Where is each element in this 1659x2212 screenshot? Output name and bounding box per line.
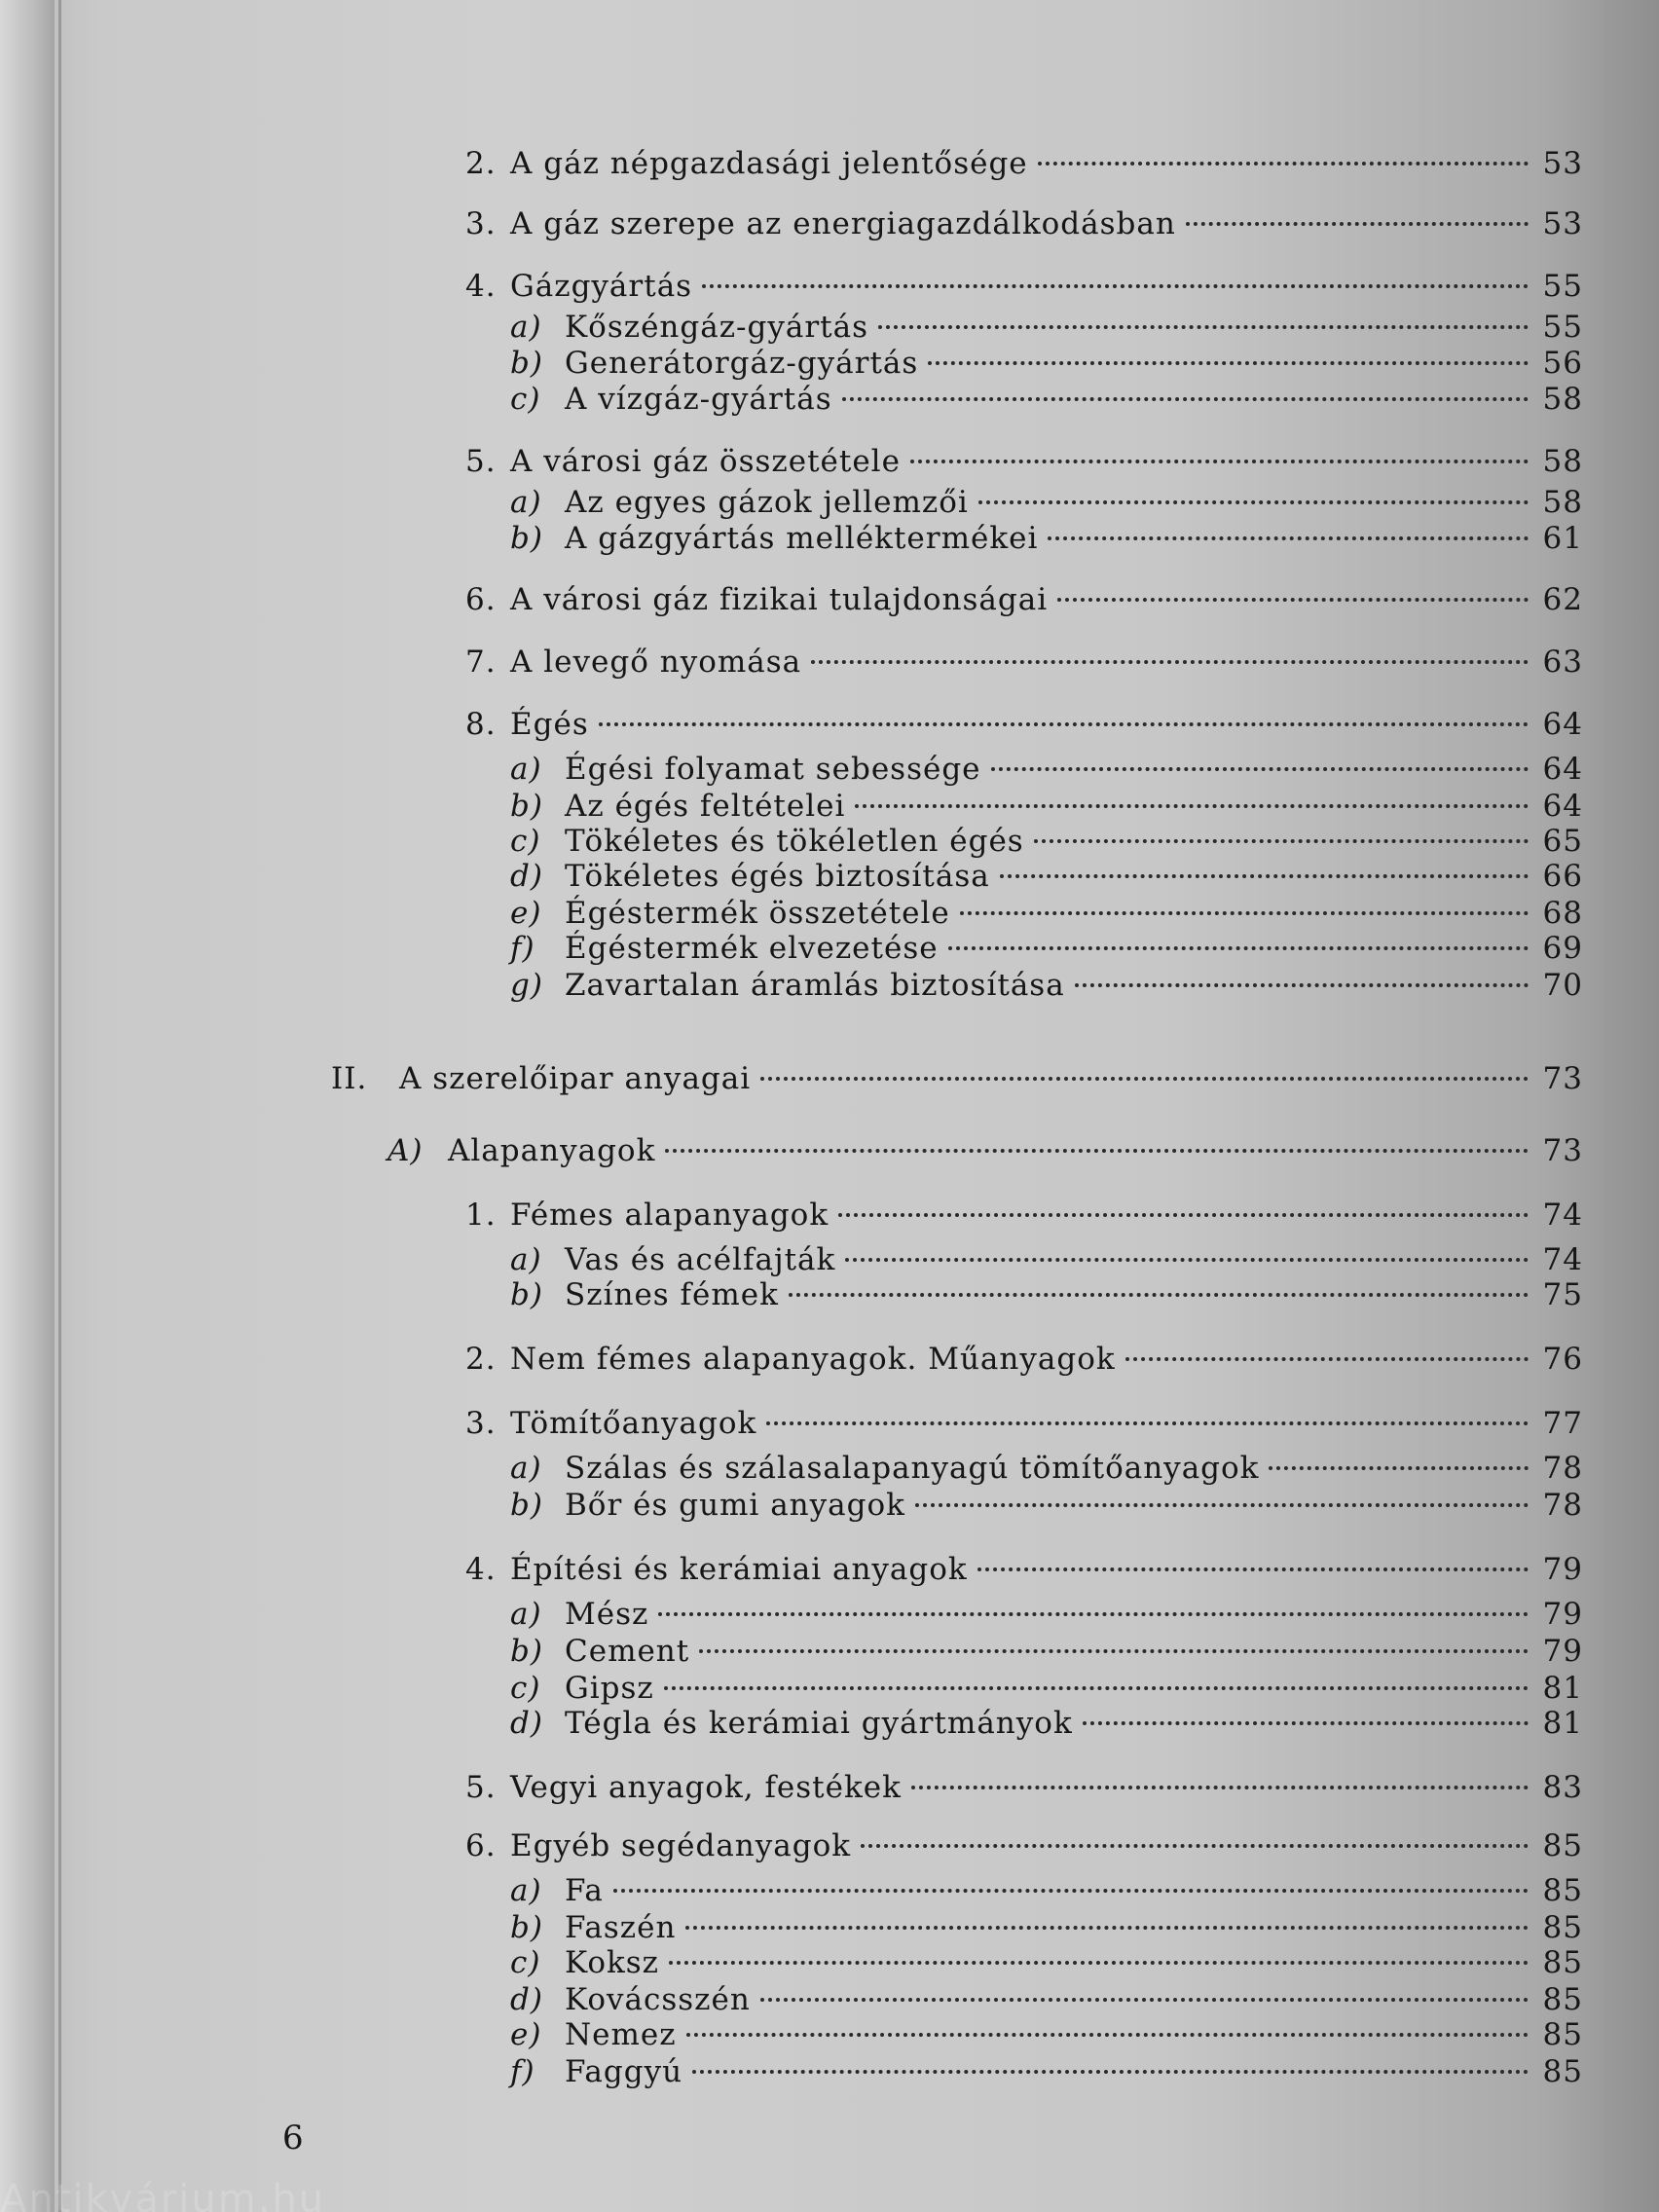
toc-entry xyxy=(510,1910,1583,1945)
entry-title: Kovácsszén xyxy=(565,1982,751,2017)
entry-title: A városi gáz összetétele xyxy=(510,444,901,479)
subentry-letter: d) xyxy=(510,1706,543,1741)
entry-title: A levegő nyomása xyxy=(510,645,802,680)
entry-title: Egyéb segédanyagok xyxy=(510,1828,852,1863)
entry-page-number: 69 xyxy=(1542,931,1583,966)
entry-title: A gázgyártás melléktermékei xyxy=(565,521,1039,556)
toc-entry xyxy=(465,206,1583,241)
entry-page-number: 64 xyxy=(1542,752,1583,787)
dot-leader xyxy=(1034,839,1529,843)
toc-entry xyxy=(510,1597,1583,1632)
entry-title: Színes fémek xyxy=(565,1277,779,1312)
entry-title: Cement xyxy=(565,1634,690,1669)
subentry-letter: g) xyxy=(510,968,543,1003)
subentry-letter: a) xyxy=(510,1242,542,1277)
dot-leader xyxy=(1186,222,1529,226)
toc-entry xyxy=(510,521,1583,556)
entry-number: 8. xyxy=(465,707,497,742)
entry-title: A gáz népgazdasági jelentősége xyxy=(510,146,1028,181)
entry-page-number: 53 xyxy=(1542,206,1583,241)
subentry-letter: b) xyxy=(510,1910,543,1945)
toc-entry xyxy=(465,146,1583,181)
dot-leader xyxy=(978,500,1529,504)
dot-leader xyxy=(1125,1357,1529,1361)
toc-entry xyxy=(510,1982,1583,2017)
entry-page-number: 78 xyxy=(1542,1451,1583,1486)
dot-leader xyxy=(977,1567,1529,1571)
toc-entry xyxy=(465,1552,1583,1587)
entry-title: A vízgáz-gyártás xyxy=(565,382,832,417)
toc-entry xyxy=(510,789,1583,824)
subentry-letter: b) xyxy=(510,1634,543,1669)
dot-leader xyxy=(699,1649,1529,1653)
dot-leader xyxy=(855,804,1529,808)
dot-leader xyxy=(1048,536,1529,540)
entry-page-number: 64 xyxy=(1542,707,1583,742)
entry-title: Zavartalan áramlás biztosítása xyxy=(565,968,1065,1003)
entry-page-number: 85 xyxy=(1542,1910,1583,1945)
dot-leader xyxy=(658,1612,1529,1616)
chapter-number: II. xyxy=(331,1061,368,1096)
entry-number: 2. xyxy=(465,1342,497,1377)
subentry-letter: e) xyxy=(510,896,542,931)
toc-entry xyxy=(510,1451,1583,1486)
entry-title: Szálas és szálasalapanyagú tömítőanyagok xyxy=(565,1451,1260,1486)
toc-entry xyxy=(510,1488,1583,1523)
entry-title: Nemez xyxy=(565,2017,677,2052)
entry-page-number: 79 xyxy=(1542,1597,1583,1632)
entry-page-number: 55 xyxy=(1542,310,1583,345)
toc-entry xyxy=(510,2017,1583,2052)
entry-number: 4. xyxy=(465,269,497,304)
entry-page-number: 85 xyxy=(1542,1828,1583,1863)
dot-leader xyxy=(878,325,1529,329)
entry-title: Vas és acélfajták xyxy=(565,1242,836,1277)
watermark: Antikvárium.hu xyxy=(0,2177,326,2212)
entry-page-number: 68 xyxy=(1542,896,1583,931)
entry-page-number: 64 xyxy=(1542,789,1583,824)
entry-page-number: 61 xyxy=(1542,521,1583,556)
toc-entry xyxy=(465,1406,1583,1441)
subentry-letter: a) xyxy=(510,1873,542,1908)
entry-page-number: 79 xyxy=(1542,1552,1583,1587)
entry-page-number: 74 xyxy=(1542,1242,1583,1277)
entry-title: Gipsz xyxy=(565,1671,654,1706)
dot-leader xyxy=(1269,1466,1529,1470)
dot-leader xyxy=(960,911,1529,915)
entry-page-number: 73 xyxy=(1542,1061,1583,1096)
toc-entry xyxy=(510,931,1583,966)
dot-leader xyxy=(1083,1721,1529,1725)
entry-title: Generátorgáz-gyártás xyxy=(565,346,919,381)
subentry-letter: b) xyxy=(510,346,543,381)
toc-entry xyxy=(510,1634,1583,1669)
dot-leader xyxy=(664,1686,1529,1690)
toc-entry xyxy=(331,1061,1583,1096)
dot-leader xyxy=(760,1998,1529,2002)
entry-page-number: 85 xyxy=(1542,1873,1583,1908)
dot-leader xyxy=(910,460,1529,463)
dot-leader xyxy=(948,946,1529,950)
entry-number: 3. xyxy=(465,206,497,241)
dot-leader xyxy=(669,1961,1529,1965)
subentry-letter: c) xyxy=(510,1945,541,1980)
entry-page-number: 78 xyxy=(1542,1488,1583,1523)
subentry-letter: a) xyxy=(510,310,542,345)
toc-entry xyxy=(510,968,1583,1003)
entry-page-number: 81 xyxy=(1542,1706,1583,1741)
dot-leader xyxy=(911,1786,1529,1789)
entry-page-number: 74 xyxy=(1542,1198,1583,1233)
entry-page-number: 53 xyxy=(1542,146,1583,181)
entry-title: Égéstermék elvezetése xyxy=(565,931,939,966)
entry-number: 4. xyxy=(465,1552,497,1587)
entry-title: Égés xyxy=(510,707,589,742)
entry-page-number: 83 xyxy=(1542,1770,1583,1805)
subentry-letter: b) xyxy=(510,521,543,556)
toc-entry xyxy=(510,896,1583,931)
dot-leader xyxy=(991,767,1529,771)
toc-entry xyxy=(510,310,1583,345)
entry-title: Fémes alapanyagok xyxy=(510,1198,830,1233)
toc-entry xyxy=(465,1198,1583,1233)
entry-title: A szerelőipar anyagai xyxy=(399,1061,752,1096)
entry-number: 6. xyxy=(465,582,497,617)
subentry-letter: a) xyxy=(510,485,542,520)
dot-leader xyxy=(1057,598,1529,602)
subentry-letter: b) xyxy=(510,789,543,824)
entry-page-number: 77 xyxy=(1542,1406,1583,1441)
dot-leader xyxy=(915,1503,1529,1507)
toc-entry xyxy=(510,824,1583,859)
subentry-letter: a) xyxy=(510,1451,542,1486)
entry-title: Mész xyxy=(565,1597,649,1632)
dot-leader xyxy=(766,1421,1529,1425)
entry-number: 6. xyxy=(465,1828,497,1863)
toc-entry xyxy=(510,1706,1583,1741)
dot-leader xyxy=(613,1889,1529,1893)
toc-entry xyxy=(510,382,1583,417)
page-number: 6 xyxy=(282,2119,304,2157)
entry-number: 1. xyxy=(465,1198,497,1233)
entry-title: Nem fémes alapanyagok. Műanyagok xyxy=(510,1342,1116,1377)
toc-entry xyxy=(510,1945,1583,1980)
subentry-letter: e) xyxy=(510,2017,542,2052)
subentry-letter: c) xyxy=(510,1671,541,1706)
dot-leader xyxy=(1038,162,1529,166)
entry-page-number: 79 xyxy=(1542,1634,1583,1669)
toc-entry xyxy=(510,485,1583,520)
dot-leader xyxy=(685,1926,1529,1930)
entry-title: Tökéletes égés biztosítása xyxy=(565,859,990,894)
entry-title: A városi gáz fizikai tulajdonságai xyxy=(510,582,1049,617)
entry-title: Tökéletes és tökéletlen égés xyxy=(565,824,1024,859)
entry-number: 7. xyxy=(465,645,497,680)
entry-page-number: 62 xyxy=(1542,582,1583,617)
entry-page-number: 63 xyxy=(1542,645,1583,680)
subentry-letter: a) xyxy=(510,1597,542,1632)
entry-page-number: 76 xyxy=(1542,1342,1583,1377)
toc-entry xyxy=(510,752,1583,787)
entry-page-number: 66 xyxy=(1542,859,1583,894)
subentry-letter: f) xyxy=(510,931,535,966)
toc-entry xyxy=(465,645,1583,680)
entry-page-number: 75 xyxy=(1542,1277,1583,1312)
dot-leader xyxy=(1000,874,1529,878)
toc-entry xyxy=(510,1242,1583,1277)
subentry-letter: b) xyxy=(510,1277,543,1312)
entry-page-number: 65 xyxy=(1542,824,1583,859)
entry-page-number: 81 xyxy=(1542,1671,1583,1706)
entry-number: 2. xyxy=(465,146,497,181)
entry-title: Alapanyagok xyxy=(448,1133,656,1168)
toc-entry xyxy=(510,1873,1583,1908)
section-letter: A) xyxy=(387,1133,424,1168)
dot-leader xyxy=(702,284,1529,288)
toc-entry xyxy=(510,1277,1583,1312)
toc-entry xyxy=(465,269,1583,304)
dot-leader xyxy=(692,2070,1529,2074)
entry-number: 5. xyxy=(465,444,497,479)
entry-number: 3. xyxy=(465,1406,497,1441)
entry-page-number: 56 xyxy=(1542,346,1583,381)
entry-page-number: 85 xyxy=(1542,2054,1583,2089)
entry-page-number: 58 xyxy=(1542,444,1583,479)
toc-entry xyxy=(465,582,1583,617)
toc-entry xyxy=(387,1133,1583,1168)
entry-title: Tömítőanyagok xyxy=(510,1406,757,1441)
entry-title: Építési és kerámiai anyagok xyxy=(510,1552,968,1587)
dot-leader xyxy=(599,722,1529,726)
entry-title: A gáz szerepe az energiagazdálkodásban xyxy=(510,206,1176,241)
dot-leader xyxy=(686,2033,1529,2037)
subentry-letter: f) xyxy=(510,2054,535,2089)
entry-title: Az égés feltételei xyxy=(565,789,846,824)
toc-entry xyxy=(465,444,1583,479)
toc-entry xyxy=(465,1828,1583,1863)
subentry-letter: d) xyxy=(510,1982,543,2017)
toc-entry xyxy=(510,2054,1583,2089)
subentry-letter: c) xyxy=(510,382,541,417)
subentry-letter: d) xyxy=(510,859,543,894)
entry-title: Tégla és kerámiai gyártmányok xyxy=(565,1706,1073,1741)
entry-page-number: 73 xyxy=(1542,1133,1583,1168)
entry-page-number: 58 xyxy=(1542,382,1583,417)
dot-leader xyxy=(842,397,1529,401)
entry-title: Gázgyártás xyxy=(510,269,693,304)
entry-title: Az egyes gázok jellemzői xyxy=(565,485,969,520)
entry-title: Fa xyxy=(565,1873,604,1908)
dot-leader xyxy=(789,1293,1529,1297)
entry-title: Égési folyamat sebessége xyxy=(565,752,981,787)
dot-leader xyxy=(811,660,1529,664)
toc-entry xyxy=(510,859,1583,894)
entry-title: Égéstermék összetétele xyxy=(565,896,950,931)
dot-leader xyxy=(1075,983,1529,987)
entry-title: Koksz xyxy=(565,1945,660,1980)
dot-leader xyxy=(838,1213,1529,1217)
toc-entry xyxy=(465,1770,1583,1805)
toc-entry xyxy=(465,707,1583,742)
toc-entry xyxy=(510,346,1583,381)
toc-entry xyxy=(510,1671,1583,1706)
dot-leader xyxy=(845,1258,1529,1262)
entry-page-number: 85 xyxy=(1542,1982,1583,2017)
entry-page-number: 85 xyxy=(1542,1945,1583,1980)
entry-number: 5. xyxy=(465,1770,497,1805)
dot-leader xyxy=(861,1844,1529,1848)
entry-page-number: 70 xyxy=(1542,968,1583,1003)
entry-title: Bőr és gumi anyagok xyxy=(565,1488,905,1523)
entry-title: Kőszéngáz-gyártás xyxy=(565,310,869,345)
toc-entry xyxy=(465,1342,1583,1377)
subentry-letter: c) xyxy=(510,824,541,859)
dot-leader xyxy=(665,1149,1529,1153)
entry-title: Faszén xyxy=(565,1910,677,1945)
subentry-letter: a) xyxy=(510,752,542,787)
entry-title: Faggyú xyxy=(565,2054,683,2089)
entry-title: Vegyi anyagok, festékek xyxy=(510,1770,902,1805)
entry-page-number: 55 xyxy=(1542,269,1583,304)
entry-page-number: 58 xyxy=(1542,485,1583,520)
dot-leader xyxy=(760,1077,1529,1081)
dot-leader xyxy=(928,361,1529,365)
entry-page-number: 85 xyxy=(1542,2017,1583,2052)
subentry-letter: b) xyxy=(510,1488,543,1523)
